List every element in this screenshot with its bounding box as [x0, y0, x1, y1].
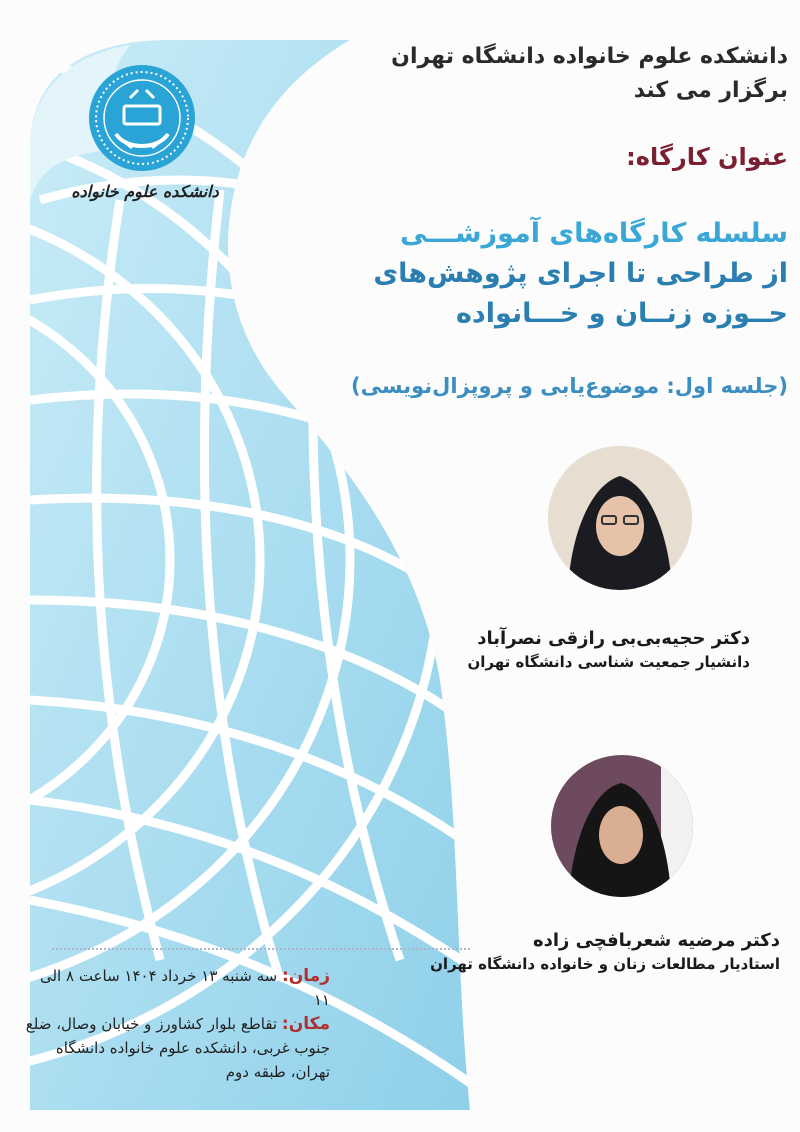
place-label: مکان:: [281, 1014, 330, 1034]
place-value: تقاطع بلوار کشاورز و خیابان وصال، ضلع جنوب غربی، دانشکده علوم خانواده دانشگاه تهران، طبقه دوم: [25, 1015, 330, 1081]
dotted-divider: [52, 948, 470, 950]
title-line-2: از طراحی تا اجرای پژوهش‌های: [373, 258, 788, 289]
speaker-2-role: استادیار مطالعات زنان و خانواده دانشگاه تهران: [430, 955, 780, 973]
workshop-title: [228, 214, 788, 334]
speaker-2: [260, 930, 780, 973]
logo-caption: دانشکده علوم خانواده: [71, 182, 219, 201]
time-label: زمان:: [281, 966, 330, 986]
speaker-2-name: دکتر مرضیه شعربافچی زاده: [533, 930, 780, 951]
session-subtitle: (جلسه اول: موضوع‌یابی و پروپزال‌نویسی): [351, 374, 788, 398]
speaker-2-photo: [551, 755, 693, 897]
time-value: سه شنبه ۱۳ خرداد ۱۴۰۴ ساعت ۸ الی ۱۱: [39, 967, 330, 1009]
organizer-line-2: برگزار می کند: [633, 78, 788, 103]
speaker-1-photo: [548, 446, 692, 590]
time-info: [25, 964, 330, 1012]
place-info: [25, 1012, 330, 1084]
speaker-1: [270, 628, 750, 671]
organizer-block: [268, 40, 788, 108]
organizer-line-1: دانشکده علوم خانواده دانشگاه تهران: [391, 44, 788, 69]
title-line-1: سلسله کارگاه‌های آموزشـــی: [399, 218, 788, 249]
speaker-1-role: دانشیار جمعیت شناسی دانشگاه تهران: [467, 653, 750, 671]
workshop-heading: عنوان کارگاه:: [626, 143, 788, 171]
speaker-1-name: دکتر حجیه‌بی‌بی رازقی نصرآباد: [477, 628, 750, 649]
university-logo-icon: [86, 62, 198, 174]
title-line-3: حــوزه زنــان و خـــانواده: [455, 298, 788, 329]
